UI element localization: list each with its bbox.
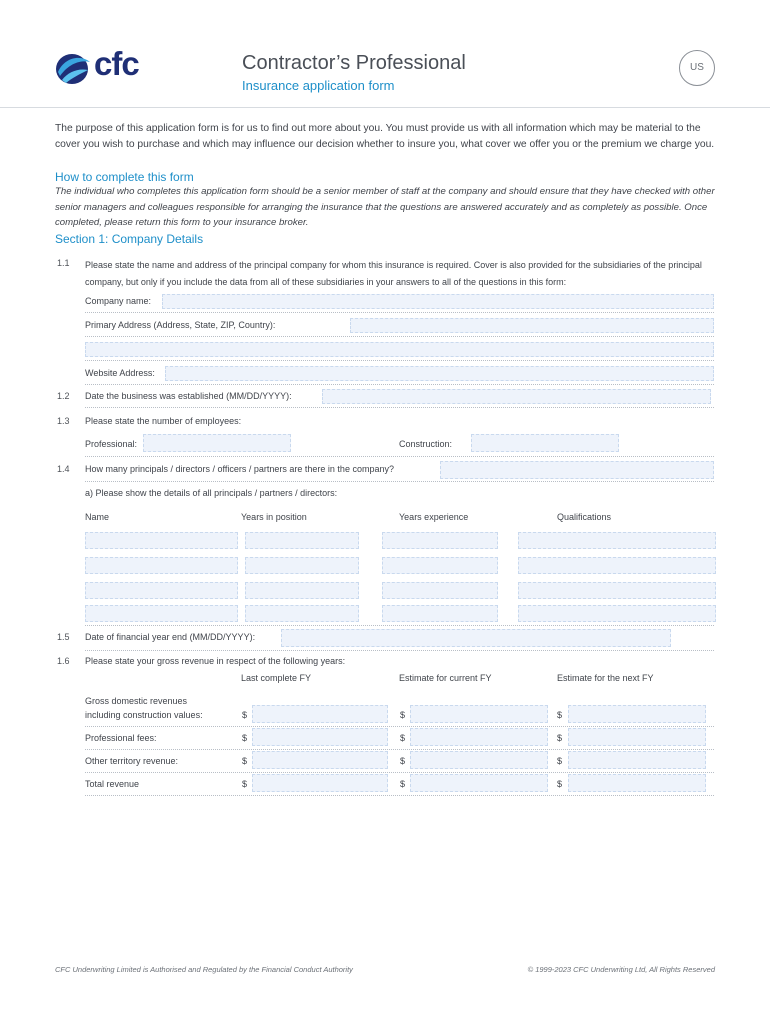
row-divider	[85, 749, 714, 750]
website-field[interactable]	[165, 366, 714, 381]
total-revenue-current-fy-field[interactable]	[410, 774, 548, 792]
column-header-current-fy: Estimate for current FY	[399, 673, 492, 683]
address-field-line-2[interactable]	[85, 342, 714, 357]
revenue-row-label: Total revenue	[85, 779, 140, 789]
revenue-row-label: Gross domestic revenues	[85, 696, 188, 706]
question-number-1-3: 1.3	[57, 416, 70, 426]
question-1-1-text: Please state the name and address of the principal company for whom this insurance is required. Cover is also provided for the subsidiaries of the principal company, but only if you include the data from all of these subsidiaries in your answers to all of the questions in this form:	[85, 260, 702, 287]
currency-symbol: $	[400, 710, 406, 720]
principal-qualifications-field[interactable]	[518, 582, 716, 599]
principal-name-field[interactable]	[85, 605, 238, 622]
professional-employees-field[interactable]	[143, 434, 291, 452]
principal-qualifications-field[interactable]	[518, 605, 716, 622]
principal-years-position-field[interactable]	[245, 605, 359, 622]
currency-symbol: $	[242, 733, 248, 743]
currency-symbol: $	[242, 710, 248, 720]
address-field-line-1[interactable]	[350, 318, 714, 333]
established-date-field[interactable]	[322, 389, 711, 404]
row-divider	[85, 312, 714, 313]
gross-domestic-current-fy-field[interactable]	[410, 705, 548, 723]
currency-symbol: $	[557, 733, 563, 743]
principal-name-field[interactable]	[85, 532, 238, 549]
question-number-1-1: 1.1	[57, 258, 70, 268]
row-divider	[85, 650, 714, 651]
company-name-label: Company name:	[85, 296, 152, 306]
professional-label: Professional:	[85, 439, 138, 449]
column-header-last-complete-fy: Last complete FY	[241, 673, 312, 683]
address-label: Primary Address (Address, State, ZIP, Country):	[85, 320, 276, 330]
total-revenue-next-fy-field[interactable]	[568, 774, 706, 792]
gross-domestic-last-fy-field[interactable]	[252, 705, 388, 723]
row-divider	[85, 625, 714, 626]
other-territory-next-fy-field[interactable]	[568, 751, 706, 769]
currency-symbol: $	[400, 779, 406, 789]
row-divider	[85, 407, 714, 408]
column-header-qualifications: Qualifications	[557, 512, 612, 522]
footer-copyright: © 1999-2023 CFC Underwriting Ltd, All Rights Reserved	[527, 965, 715, 974]
principal-years-experience-field[interactable]	[382, 557, 498, 574]
column-header-years-experience: Years experience	[399, 512, 469, 522]
cfc-logo	[54, 45, 154, 86]
principal-years-position-field[interactable]	[245, 557, 359, 574]
region-badge: US	[679, 50, 715, 86]
page-title: Contractor’s Professional	[242, 52, 466, 74]
currency-symbol: $	[557, 779, 563, 789]
question-number-1-2: 1.2	[57, 391, 70, 401]
question-1-2-text: Date the business was established (MM/DD/YYYY):	[85, 391, 292, 401]
professional-fees-next-fy-field[interactable]	[568, 728, 706, 746]
question-number-1-5: 1.5	[57, 632, 70, 642]
principal-years-experience-field[interactable]	[382, 582, 498, 599]
currency-symbol: $	[242, 756, 248, 766]
how-to-heading: How to complete this form	[55, 170, 194, 184]
revenue-row-label-continued: including construction values:	[85, 710, 203, 720]
question-number-1-6: 1.6	[57, 656, 70, 666]
other-territory-current-fy-field[interactable]	[410, 751, 548, 769]
how-to-text: The individual who completes this application form should be a senior member of staff at the company and should ensure that they have checked with other senior managers and colleagues responsible for arranging the insurance that the questions are answered accurately and as completely as possible. Once completed, please return this form to your insurance broker.	[55, 186, 715, 228]
construction-label: Construction:	[399, 439, 453, 449]
column-header-years-in-position: Years in position	[241, 512, 307, 522]
intro-paragraph: The purpose of this application form is for us to find out more about you. You must provide us with all information which may be material to the cover you wish to purchase and which may influence our decision whether to insure you, what cover we offer you or the premium we charge you.	[55, 123, 715, 150]
logo-wordmark: cfc	[94, 45, 139, 82]
currency-symbol: $	[400, 756, 406, 766]
principal-years-experience-field[interactable]	[382, 532, 498, 549]
other-territory-last-fy-field[interactable]	[252, 751, 388, 769]
currency-symbol: $	[557, 710, 563, 720]
cfc-logo-icon	[54, 50, 92, 86]
question-1-5-text: Date of financial year end (MM/DD/YYYY):	[85, 632, 256, 642]
professional-fees-last-fy-field[interactable]	[252, 728, 388, 746]
principal-qualifications-field[interactable]	[518, 557, 716, 574]
row-divider	[85, 336, 714, 337]
question-1-4a-text: a) Please show the details of all principals / partners / directors:	[85, 488, 338, 498]
column-header-next-fy: Estimate for the next FY	[557, 673, 654, 683]
row-divider	[85, 456, 714, 457]
professional-fees-current-fy-field[interactable]	[410, 728, 548, 746]
question-1-3-text: Please state the number of employees:	[85, 416, 242, 426]
question-1-4-text: How many principals / directors / officers / partners are there in the company?	[85, 464, 394, 474]
gross-domestic-next-fy-field[interactable]	[568, 705, 706, 723]
question-1-6-text: Please state your gross revenue in respect of the following years:	[85, 656, 346, 666]
row-divider	[85, 795, 714, 796]
financial-year-end-field[interactable]	[281, 629, 671, 647]
row-divider	[85, 481, 714, 482]
header-divider	[0, 107, 770, 108]
principal-name-field[interactable]	[85, 557, 238, 574]
company-name-field[interactable]	[162, 294, 714, 309]
revenue-row-label: Professional fees:	[85, 733, 157, 743]
row-divider	[85, 384, 714, 385]
row-divider	[85, 772, 714, 773]
column-header-name: Name	[85, 512, 110, 522]
total-revenue-last-fy-field[interactable]	[252, 774, 388, 792]
currency-symbol: $	[242, 779, 248, 789]
section-1-heading: Section 1: Company Details	[55, 232, 204, 246]
currency-symbol: $	[557, 756, 563, 766]
principal-years-position-field[interactable]	[245, 582, 359, 599]
footer-regulatory-notice: CFC Underwriting Limited is Authorised and Regulated by the Financial Conduct Authority	[55, 965, 353, 974]
website-label: Website Address:	[85, 368, 155, 378]
construction-employees-field[interactable]	[471, 434, 619, 452]
principal-name-field[interactable]	[85, 582, 238, 599]
row-divider	[85, 726, 714, 727]
principal-years-experience-field[interactable]	[382, 605, 498, 622]
currency-symbol: $	[400, 733, 406, 743]
principals-count-field[interactable]	[440, 461, 714, 479]
question-number-1-4: 1.4	[57, 464, 70, 474]
page-subtitle: Insurance application form	[242, 78, 395, 93]
principal-qualifications-field[interactable]	[518, 532, 716, 549]
revenue-row-label: Other territory revenue:	[85, 756, 179, 766]
row-divider	[85, 360, 714, 361]
principal-years-position-field[interactable]	[245, 532, 359, 549]
